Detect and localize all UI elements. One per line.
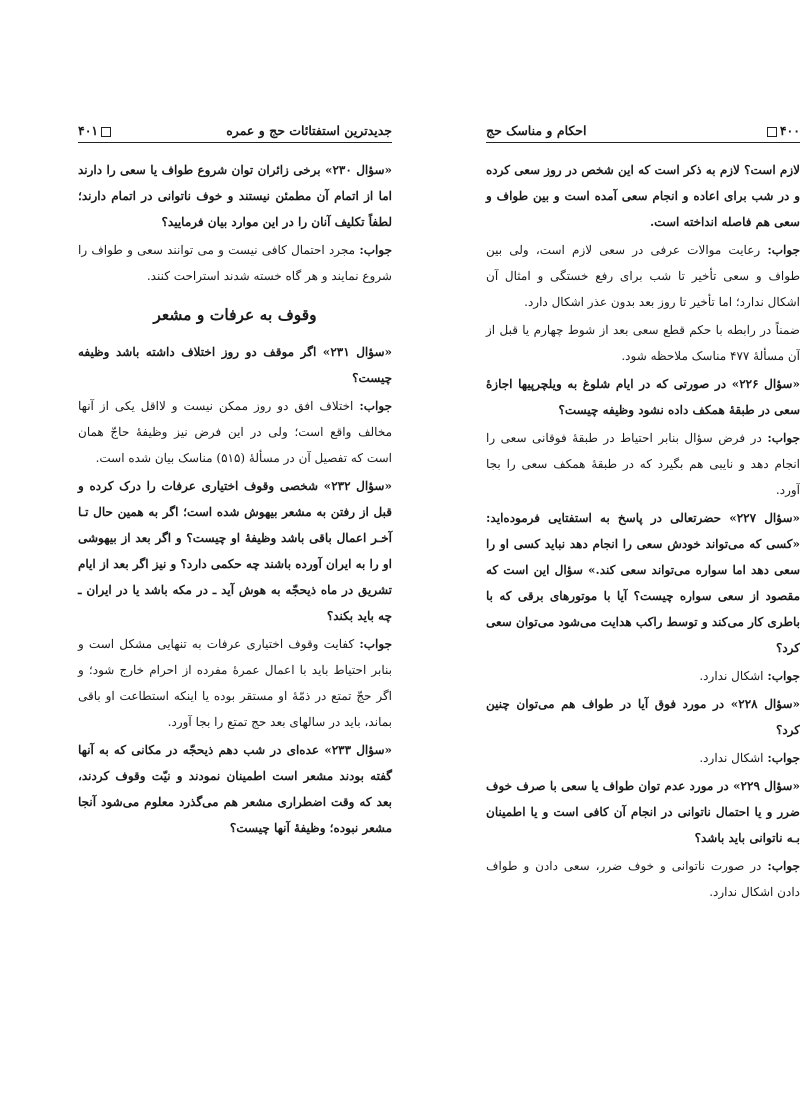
- answer-paragraph: [486, 425, 800, 503]
- answer-label: جواب:: [767, 859, 800, 873]
- answer-paragraph: [486, 853, 800, 905]
- answer-text: مجرد احتمال کافی نیست و می توانند سعی و طواف را شروع نمایند و هر گاه خسته شدند استراحت کنند.: [78, 243, 392, 283]
- page-marker-icon: [767, 127, 777, 137]
- note-paragraph: ضمناً در رابطه با حکم قطع سعی بعد از شوط چهارم یا قبل از آن مسألهٔ ۴۷۷ مناسک ملاحظه شود.: [486, 323, 800, 363]
- question-paragraph: «سؤال ۲۲۸» در مورد فوق آیا در طواف هم می‌توان چنین کرد؟: [486, 697, 800, 737]
- answer-label: جواب:: [359, 243, 392, 257]
- answer-text: اشکال ندارد.: [699, 751, 768, 765]
- left-page-header: [78, 118, 392, 143]
- left-page-header-title: جدیدترین استفتائات حج و عمره: [226, 123, 392, 138]
- answer-text: کفایت وقوف اختیاری عرفات به تنهایی مشکل است و بنابر احتیاط باید با اعمال عمرهٔ مفرده از احرام خارج شود؛ و اگر حجّ تمتع در ذمّهٔ او مستقر بوده یا اینکه استطاعت او باقی بماند، باید در سالهای بعد حج تمتع را بجا آورد.: [78, 637, 392, 729]
- answer-text: رعایت موالات عرفی در سعی لازم است، ولی بین طواف و سعی تأخیر تا شب برای رفع خستگی و امثال آن اشکال ندارد؛ اما تأخیر تا روز بعد بدون عذر اشکال دارد.: [486, 243, 800, 309]
- answer-paragraph: [78, 631, 392, 735]
- question-paragraph: «سؤال ۲۲۷» حضرتعالی در پاسخ به استفتایی فرموده‌اید: «کسی که می‌تواند خودش سعی را انجام دهد نباید کسی او را سعی دهد اما سواره می‌تواند سعی کند.» سؤال این است که مقصود از سعی سواره چیست؟ آیا با موتورهای برقی که با باطری کار می‌کند و توسط راکب هدایت می‌شود می‌توان سعی کرد؟: [486, 511, 800, 655]
- answer-label: جواب:: [359, 637, 392, 651]
- answer-label: جواب:: [767, 669, 800, 683]
- answer-label: جواب:: [767, 243, 800, 257]
- answer-label: جواب:: [767, 431, 800, 445]
- right-page: [486, 118, 800, 1018]
- question-paragraph: «سؤال ۲۳۲» شخصی وقوف اختیاری عرفات را درک کرده و قبل از رفتن به مشعر بیهوش شده است؛ اگر به همین حال تـا آخـر اعمال باقی باشد وظیفهٔ او چیست؟ و اگر بعد از بیهوشی او را به ایران آورده باشند چه حکمی دارد؟ و نیز اگر بعد از ایام تشریق در ماه ذیحجّه به هوش آید ـ در مکه باشد یا در ایران ـ چه باید بکند؟: [78, 479, 392, 623]
- section-heading: وقوف به عرفات و مشعر: [153, 305, 317, 324]
- right-page-body: [486, 157, 800, 905]
- answer-paragraph: [78, 237, 392, 289]
- question-paragraph: «سؤال ۲۳۱» اگر موقف دو روز اختلاف داشته باشد وظیفه چیست؟: [78, 345, 392, 385]
- page-marker-icon: [101, 127, 111, 137]
- answer-text: اشکال ندارد.: [699, 669, 768, 683]
- answer-paragraph: [78, 393, 392, 471]
- answer-label: جواب:: [359, 399, 392, 413]
- question-paragraph: «سؤال ۲۳۳» عده‌ای در شب دهم ذیحجّه در مکانی که به آنها گفته بودند مشعر است اطمینان نمودند و نیّت وقوف کردند، بعد که وقت اضطراری مشعر هم می‌گذرد معلوم می‌شود آنجا مشعر نبوده؛ وظیفهٔ آنها چیست؟: [78, 743, 393, 835]
- answer-paragraph: [486, 237, 800, 315]
- question-paragraph: لازم است؟ لازم به ذکر است که این شخص در روز سعی کرده و در شب برای اعاده و انجام سعی آمده است و بین طواف و سعی هم فاصله انداخته است.: [486, 163, 800, 229]
- left-page-number-group: [78, 123, 114, 138]
- left-page-body: [78, 157, 392, 841]
- left-page: [78, 118, 392, 1018]
- right-page-header: [486, 118, 800, 143]
- right-page-header-title: احکام و مناسک حج: [486, 123, 587, 138]
- answer-text: در صورت ناتوانی و خوف ضرر، سعی دادن و طواف دادن اشکال ندارد.: [486, 859, 800, 899]
- question-paragraph: «سؤال ۲۲۶» در صورتی که در ایام شلوغ به ویلچرپیها اجازهٔ سعی در طبقهٔ همکف داده نشود وظیفه چیست؟: [486, 377, 800, 417]
- answer-paragraph: [486, 663, 800, 689]
- answer-label: جواب:: [767, 751, 800, 765]
- answer-text: اختلاف افق دو روز ممکن نیست و لااقل یکی از آنها مخالف واقع است؛ ولی در این فرض نیز وظیفهٔ حاجّ همان است که تفصیل آن در مسألهٔ (۵۱۵) مناسک بیان شده است.: [78, 399, 392, 465]
- question-paragraph: «سؤال ۲۳۰» برخی زائران توان شروع طواف یا سعی را دارند اما از اتمام آن مطمئن نیستند و خوف ناتوانی در اتمام دارند؛ لطفاً تکلیف آنان را در این موارد بیان فرمایید؟: [78, 163, 392, 229]
- left-page-number: ۴۰۱: [78, 123, 99, 138]
- question-paragraph: «سؤال ۲۲۹» در مورد عدم توان طواف یا سعی با صرف خوف ضرر و یا احتمال ناتوانی در انجام آن کافی است و یا اطمینان بـه ناتوانی باید باشد؟: [486, 779, 800, 845]
- right-page-number-group: [764, 123, 800, 138]
- answer-paragraph: [486, 745, 800, 771]
- answer-text: در فرض سؤال بنابر احتیاط در طبقهٔ فوقانی سعی را انجام دهد و نایبی هم بگیرد که در طبقهٔ همکف سعی را بجا آورد.: [486, 431, 800, 497]
- right-page-number: ۴۰۰: [779, 123, 800, 138]
